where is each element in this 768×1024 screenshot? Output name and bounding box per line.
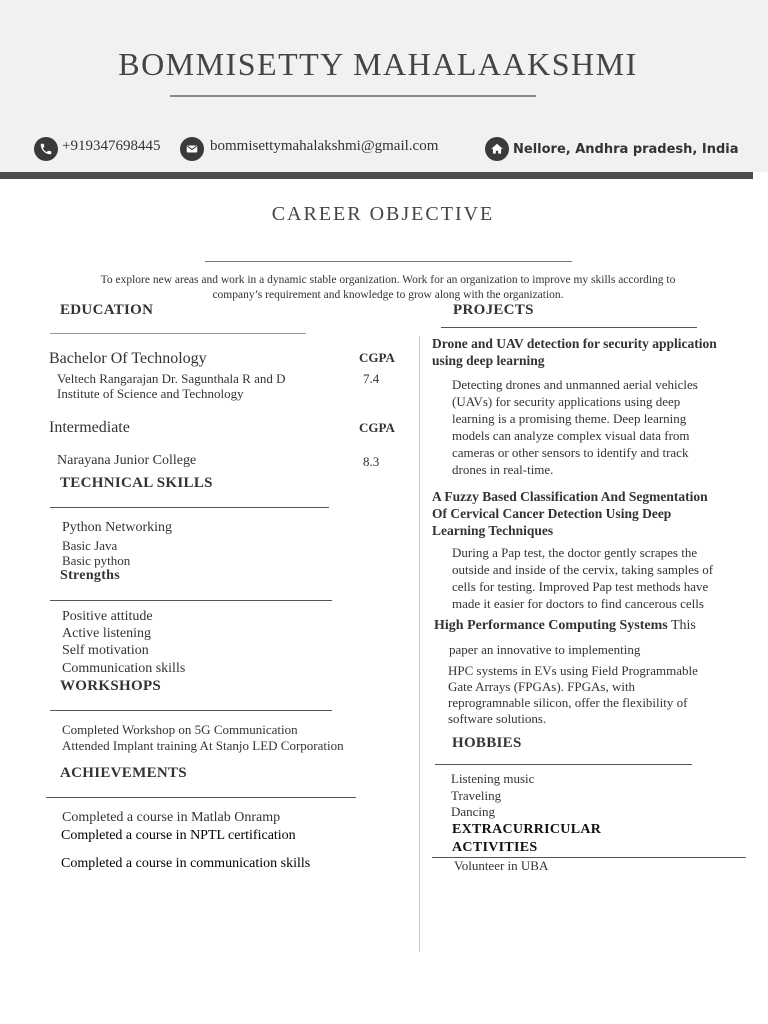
address: Nellore, Andhra pradesh, India: [513, 142, 739, 157]
skill-item: Basic python: [62, 553, 131, 568]
extracurricular-heading-line: EXTRACURRICULAR: [452, 822, 602, 837]
education-rule: [50, 333, 306, 334]
project-description-line: outside and inside of the cervix, taking samples of: [452, 562, 714, 577]
extracurricular-heading-line: ACTIVITIES: [452, 840, 538, 855]
hobby-item: Traveling: [451, 788, 502, 803]
cgpa-value: 7.4: [363, 371, 380, 386]
project-title: [434, 617, 696, 634]
career-objective-heading: CAREER OBJECTIVE: [271, 203, 495, 225]
achievement-item: Completed a course in communication skills: [61, 856, 311, 871]
cgpa-value: 8.3: [363, 454, 380, 469]
project-title-line: using deep learning: [432, 353, 545, 368]
achievements-rule: [46, 797, 356, 798]
achievement-item: Completed a course in NPTL certification: [61, 828, 296, 843]
project-title-line: Of Cervical Cancer Detection Using Deep: [432, 506, 672, 521]
project-title-line: Drone and UAV detection for security application: [432, 336, 717, 351]
project-description-line: made it easier for doctors to find cancerous cells: [452, 596, 704, 611]
project-description: [452, 544, 713, 612]
header-bottom-bar: [0, 172, 753, 179]
project-description-line: reprogramnable silicon, offer the flexibility of: [448, 695, 688, 710]
hobby-item: Dancing: [451, 804, 496, 819]
project-title-line: Learning Techniques: [432, 523, 554, 538]
hobby-item: Listening music: [451, 771, 535, 786]
institution-line: Veltech Rangarajan Dr. Sagunthala R and D: [57, 371, 286, 386]
project-description-line: During a Pap test, the doctor gently scrapes the: [452, 545, 698, 560]
achievements-heading: ACHIEVEMENTS: [60, 765, 187, 781]
objective-rule: [205, 261, 572, 262]
institution-line: Narayana Junior College: [57, 453, 197, 468]
cgpa-label: CGPA: [359, 420, 395, 435]
email-address[interactable]: bommisettymahalakshmi@gmail.com: [210, 138, 439, 154]
education-heading: EDUCATION: [60, 302, 154, 318]
strength-item: Self motivation: [62, 643, 149, 658]
project-description-line: cameras or other sensors to identify and track: [452, 445, 689, 460]
project-description-line: drones in real-time.: [452, 462, 554, 477]
name-underline: [170, 95, 536, 97]
objective-line: To explore new areas and work in a dynamic stable organization. Work for an organization to improve my skills according to: [100, 274, 676, 286]
strength-item: Communication skills: [62, 661, 186, 676]
mail-icon: [180, 137, 204, 161]
degree-intermediate: Intermediate: [49, 419, 130, 436]
workshop-item: Completed Workshop on 5G Communication: [62, 722, 298, 737]
extracurricular-item: Volunteer in UBA: [454, 858, 549, 873]
skill-item: Python Networking: [62, 520, 173, 535]
achievement-item: Completed a course in Matlab Onramp: [62, 810, 281, 825]
project-description: [452, 376, 698, 478]
project-description-line: (UAVs) for security applications using deep: [452, 394, 681, 409]
project-description-line: Gate Arrays (FPGAs). FPGAs, with: [448, 679, 636, 694]
workshops-heading: WORKSHOPS: [60, 678, 162, 694]
project-title-line: A Fuzzy Based Classification And Segmentation: [432, 489, 708, 504]
project-description-line: HPC systems in EVs using Field Programmable: [448, 663, 698, 678]
degree-btech: Bachelor Of Technology: [49, 350, 207, 367]
workshop-item: Attended Implant training At Stanjo LED Corporation: [62, 738, 344, 753]
project-title-bold: High Performance Computing Systems: [434, 618, 668, 633]
project-title: [432, 488, 708, 539]
project-description-line: Detecting drones and unmanned aerial vehicles: [452, 377, 698, 392]
strengths-rule: [50, 600, 332, 601]
column-divider: [419, 336, 420, 952]
project-description: [448, 663, 698, 727]
strengths-heading: Strengths: [60, 568, 121, 583]
projects-rule: [441, 327, 697, 328]
objective-text: [50, 273, 726, 303]
project-description-line: software solutions.: [448, 711, 547, 726]
workshops-rule: [50, 710, 332, 711]
home-icon: [485, 137, 509, 161]
candidate-name: BOMMISETTY MAHALAAKSHMI: [118, 46, 638, 82]
extracurricular-heading: [452, 821, 601, 857]
technical-skills-rule: [50, 507, 329, 508]
phone-icon: [34, 137, 58, 161]
project-description-line: learning is a promising theme. Deep learning: [452, 411, 687, 426]
technical-skills-heading: TECHNICAL SKILLS: [60, 475, 213, 491]
hobbies-heading: HOBBIES: [452, 735, 522, 751]
project-description-line: models can analyze complex visual data from: [452, 428, 690, 443]
projects-heading: PROJECTS: [453, 302, 534, 318]
phone-number[interactable]: +919347698445: [62, 138, 161, 154]
objective-line: company’s requirement and knowledge to grow along with the organization.: [212, 289, 564, 301]
strength-item: Positive attitude: [62, 609, 153, 624]
project-title-tail: This: [670, 618, 696, 633]
strength-item: Active listening: [62, 626, 152, 641]
hobbies-rule: [435, 764, 692, 765]
project-description-line: paper an innovative to implementing: [449, 642, 641, 657]
project-title: [432, 335, 717, 369]
cgpa-label: CGPA: [359, 350, 395, 365]
skill-item: Basic Java: [62, 538, 118, 553]
project-description-line: cells for testing. Improved Pap test methods have: [452, 579, 709, 594]
institution-line: Institute of Science and Technology: [57, 386, 244, 401]
